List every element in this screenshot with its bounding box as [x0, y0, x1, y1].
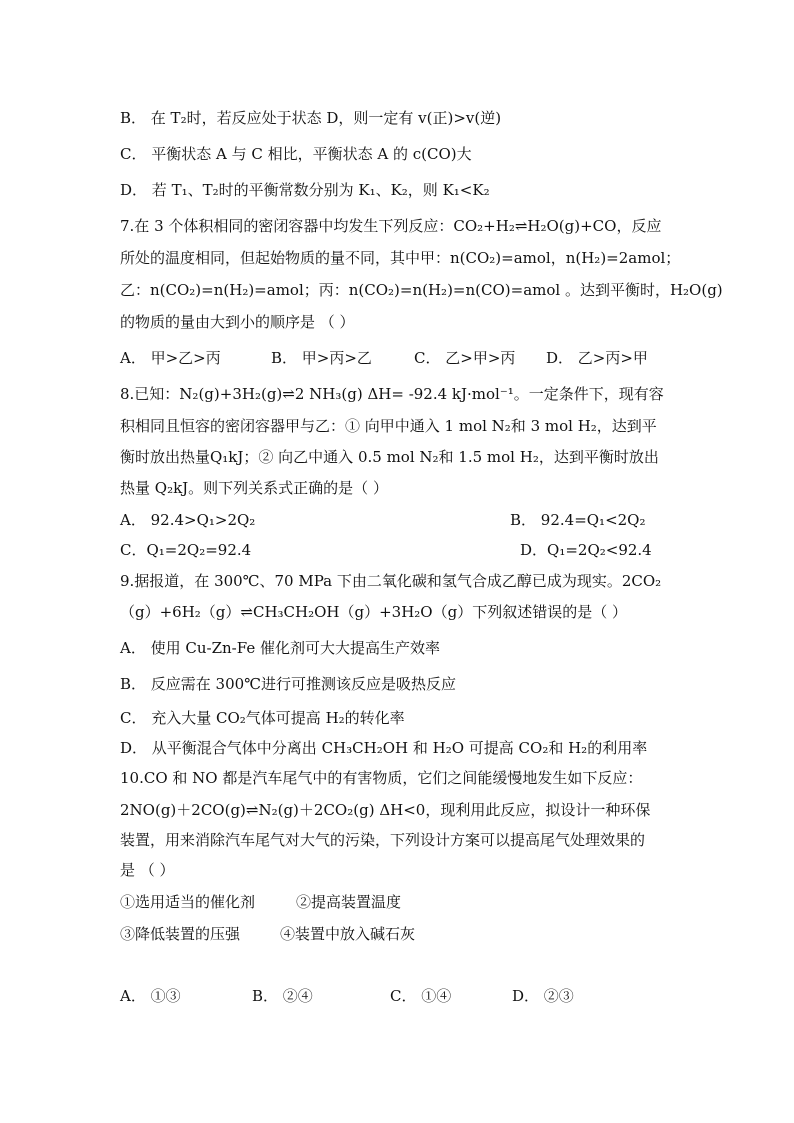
prev-option-b: B． 在 T₂时，若反应处于状态 D，则一定有 v(正)>v(逆): [120, 109, 502, 127]
q7-stem-line-2: 所处的温度相同，但起始物质的量不同，其中甲：n(CO₂)=amol，n(H₂)=2amol；: [120, 249, 681, 267]
q8-stem-line-3: 衡时放出热量Q₁kJ；② 向乙中通入 0.5 mol N₂和 1.5 mol H₂，达到平衡时放出: [120, 448, 659, 466]
q10-choice-3: ③降低装置的压强: [120, 925, 241, 943]
q8-option-d: D．Q₁=2Q₂<92.4: [520, 541, 652, 559]
q7-option-b: B． 甲>丙>乙: [271, 349, 372, 367]
prev-option-d: D． 若 T₁、T₂时的平衡常数分别为 K₁、K₂，则 K₁<K₂: [120, 181, 490, 199]
q8-stem-line-2: 积相同且恒容的密闭容器甲与乙：① 向甲中通入 1 mol N₂和 3 mol H₂，达到平: [120, 417, 657, 435]
q8-option-c: C．Q₁=2Q₂=92.4: [120, 541, 252, 559]
q7-stem-line-1: 7.在 3 个体积相同的密闭容器中均发生下列反应：CO₂+H₂⇌H₂O(g)+CO，反应: [120, 217, 662, 235]
q7-option-a: A． 甲>乙>丙: [120, 349, 221, 367]
q9-option-d: D． 从平衡混合气体中分离出 CH₃CH₂OH 和 H₂O 可提高 CO₂和 H₂的利用率: [120, 739, 648, 757]
q8-option-a: A． 92.4>Q₁>2Q₂: [120, 511, 256, 529]
q10-choice-1: ①选用适当的催化剂: [120, 893, 256, 911]
q10-choice-4: ④装置中放入碱石灰: [280, 925, 416, 943]
q7-option-c: C． 乙>甲>丙: [414, 349, 516, 367]
q10-stem-line-3: 装置，用来消除汽车尾气对大气的污染，下列设计方案可以提高尾气处理效果的: [120, 831, 646, 849]
q7-stem-line-4: 的物质的量由大到小的顺序是 （ ）: [120, 313, 355, 331]
q10-stem-line-4: 是 （ ）: [120, 861, 175, 879]
prev-option-c: C． 平衡状态 A 与 C 相比，平衡状态 A 的 c(CO)大: [120, 145, 472, 163]
q9-option-b: B． 反应需在 300℃进行可推测该反应是吸热反应: [120, 675, 456, 693]
q7-stem-line-3: 乙：n(CO₂)=n(H₂)=amol；丙：n(CO₂)=n(H₂)=n(CO)=amol 。达到平衡时，H₂O(g): [120, 281, 723, 299]
q8-stem-line-4: 热量 Q₂kJ。则下列关系式正确的是（ ）: [120, 479, 388, 497]
q7-option-d: D． 乙>丙>甲: [546, 349, 648, 367]
q10-option-d: D． ②③: [512, 987, 574, 1005]
q8-stem-line-1: 8.已知：N₂(g)+3H₂(g)⇌2 NH₃(g) ΔH= -92.4 kJ·mol⁻¹。一定条件下，现有容: [120, 385, 664, 403]
q9-stem-line-1: 9.据报道，在 300℃、70 MPa 下由二氧化碳和氢气合成乙醇已成为现实。2CO₂: [120, 572, 662, 590]
q8-option-b: B． 92.4=Q₁<2Q₂: [510, 511, 646, 529]
q10-stem-line-2: 2NO(g)＋2CO(g)⇌N₂(g)＋2CO₂(g) ΔH<0，现利用此反应，拟设计一种环保: [120, 801, 651, 819]
q10-option-b: B． ②④: [252, 987, 313, 1005]
q10-option-a: A． ①③: [120, 987, 181, 1005]
q10-stem-line-1: 10.CO 和 NO 都是汽车尾气中的有害物质，它们之间能缓慢地发生如下反应：: [120, 769, 643, 787]
q10-option-c: C． ①④: [390, 987, 452, 1005]
q9-option-a: A． 使用 Cu-Zn-Fe 催化剂可大大提高生产效率: [120, 639, 440, 657]
q10-choice-2: ②提高装置温度: [296, 893, 402, 911]
q9-stem-line-2: （g）+6H₂（g）⇌CH₃CH₂OH（g）+3H₂O（g）下列叙述错误的是（ ）: [120, 603, 627, 621]
q9-option-c: C． 充入大量 CO₂气体可提高 H₂的转化率: [120, 709, 405, 727]
